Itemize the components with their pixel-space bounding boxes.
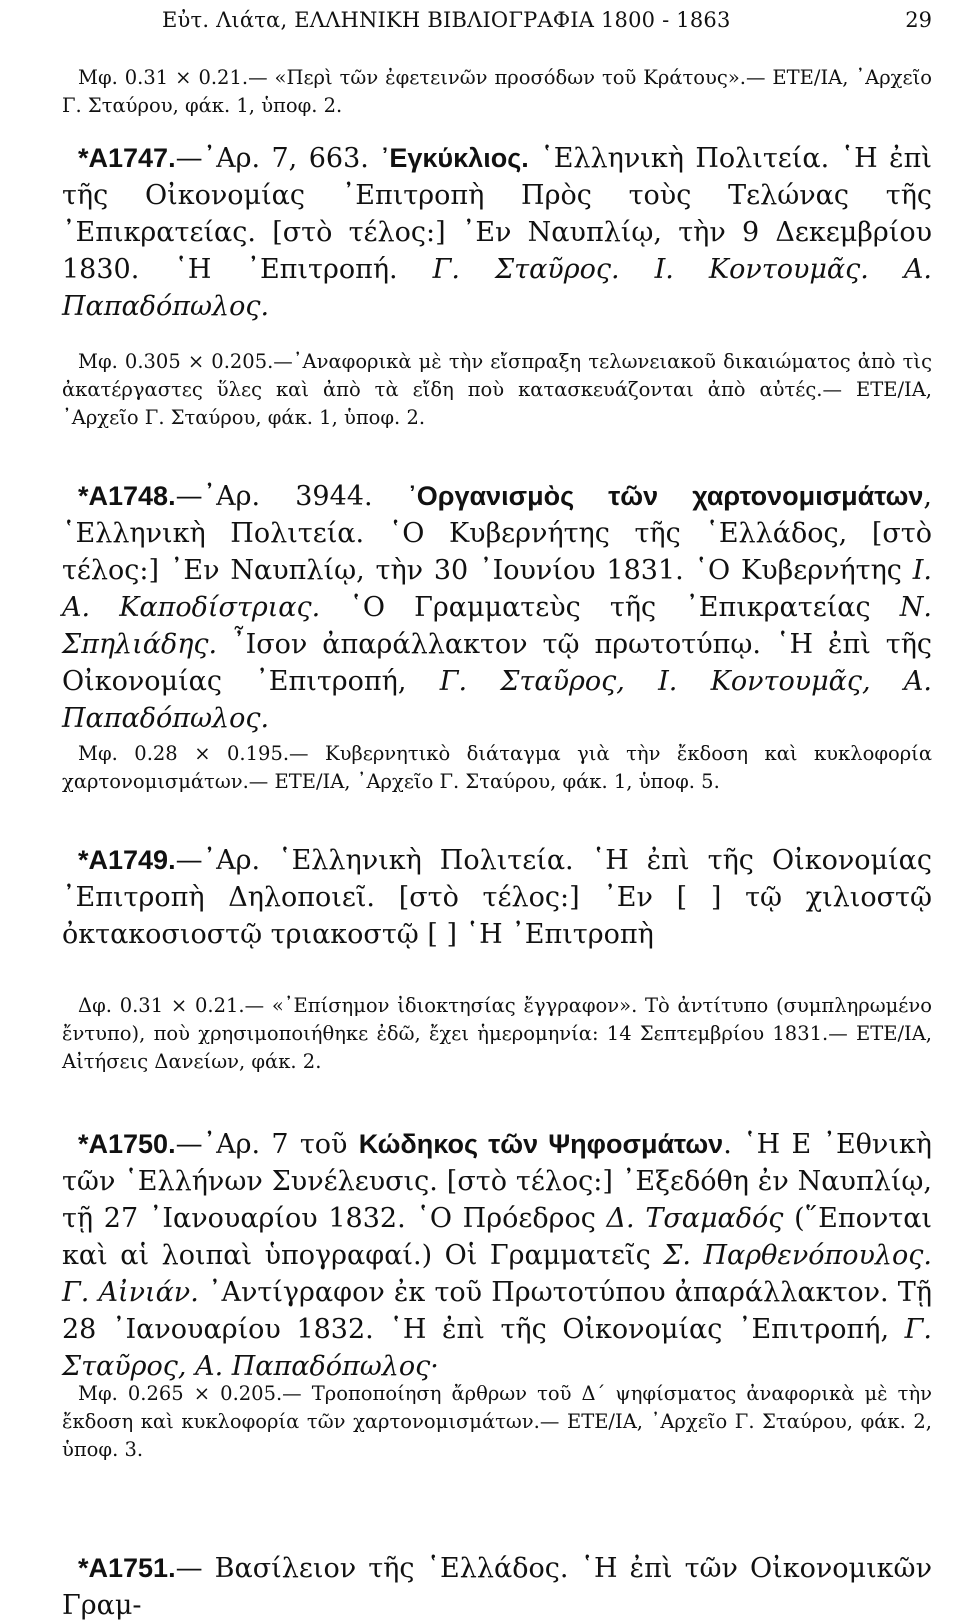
page-number: 29	[905, 8, 932, 32]
entry-text: —᾿Αρ. 7, 663.	[175, 143, 381, 174]
entry-heading: Κώδηκος τῶν Ψηφοσμάτων	[358, 1129, 724, 1159]
entry-number: *Α1747.	[78, 143, 176, 173]
entry-number: *Α1749.	[78, 845, 176, 875]
entry-text: . ῾Η Ε ᾿Εθνικὴ τῶν ῾Ελλήνων Συνέλευσις. [στὸ τέλος:] ᾿Εξεδόθη ἐν Ναυπλίῳ, τῇ 27 ᾿Ιανουαρίου 1832. ῾Ο Πρόεδρος	[62, 1129, 932, 1234]
entry-text: — Βασίλειον τῆς ῾Ελλάδος. ῾Η ἐπὶ τῶν Οἰκονομικῶν Γραμ-	[62, 1553, 932, 1621]
entry-signatory: Ι. Α. Καποδίστριας.	[62, 555, 932, 623]
entry-a1750	[62, 1126, 932, 1385]
entry-text: (῞Επονται καὶ αἱ λοιπαὶ ὑπογραφαί.) Οἱ Γραμματεῖς	[62, 1203, 933, 1271]
entry-signatory: Δ. Τσαμαδός	[606, 1203, 784, 1234]
entry-text: ᾿Αντίγραφον ἐκ τοῦ Πρωτοτύπου ἀπαράλλακτον. Τῇ 28 ᾿Ιανουαρίου 1832. ῾Η ἐπὶ τῆς Οἰκονομίας ᾿Επιτροπή,	[62, 1277, 932, 1345]
entry-signatories: Σ. Παρθενόπουλος. Γ. Αἰνιάν.	[62, 1240, 933, 1308]
entry-a1747-note: Μφ. 0.305 × 0.205.—᾿Αναφορικὰ μὲ τὴν εἴσπραξη τελωνειακοῦ δικαιώματος ἀπὸ τὶς ἀκατέργαστες ὕλες καὶ ἀπὸ τὰ εἴδη ποὺ κατασκευάζονται ἀπὸ αὐτές.— ΕΤΕ/ΙΑ, ᾿Αρχεῖο Γ. Σταύρου, φάκ. 1, ὑποφ. 2.	[62, 350, 932, 429]
entry-a1749	[62, 842, 932, 953]
entry-signatories: Γ. Σταῦρος. Ι. Κοντουμᾶς. Α. Παπαδόπωλος.	[62, 254, 932, 322]
entry-a1748	[62, 478, 932, 737]
entry-heading: ᾿Εγκύκλιος.	[380, 143, 529, 173]
entry-text: ῏Ισον ἀπαράλλακτον τῷ πρωτοτύπῳ. ῾Η ἐπὶ τῆς Οἰκονομίας ᾿Επιτροπή,	[62, 629, 932, 697]
entry-text: —᾿Αρ. ῾Ελληνικὴ Πολιτεία. ῾Η ἐπὶ τῆς Οἰκονομίας ᾿Επιτροπὴ Δηλοποιεῖ. [στὸ τέλος:] ᾿Εν [ ] τῷ χιλιοστῷ ὀκτακοσιοστῷ τριακοστῷ [ ] ῾Η ᾿Επιτροπὴ	[62, 845, 932, 950]
entry-a1751	[62, 1550, 932, 1624]
entry-text: —᾿Αρ. 3944.	[175, 481, 408, 512]
entry-signatories: Γ. Σταῦρος, Ι. Κοντουμᾶς, Α. Παπαδόπωλος.	[62, 666, 932, 734]
entry-number: *Α1751.	[78, 1553, 176, 1583]
entry-a1747	[62, 140, 932, 325]
entry-signatories: Γ. Σταῦρος, Α. Παπαδόπωλος·	[62, 1314, 932, 1382]
running-header	[62, 8, 932, 36]
entry-a1748-note: Μφ. 0.28 × 0.195.— Κυβερνητικὸ διάταγμα γιὰ τὴν ἔκδοση καὶ κυκλοφορία χαρτονομισμάτων.— ΕΤΕ/ΙΑ, ᾿Αρχεῖο Γ. Σταύρου, φάκ. 1, ὑποφ. 5.	[62, 742, 932, 793]
entry-text: —᾿Αρ. 7 τοῦ	[175, 1129, 359, 1160]
entry-a1750-note: Μφ. 0.265 × 0.205.— Τροποποίηση ἄρθρων τοῦ Δ΄ ψηφίσματος ἀναφορικὰ μὲ τὴν ἔκδοση καὶ κυκλοφορία τῶν χαρτονομισμάτων.— ΕΤΕ/ΙΑ, ᾿Αρχεῖο Γ. Σταύρου, φάκ. 2, ὑποφ. 3.	[62, 1382, 932, 1461]
entry-text: ῾Ελληνικὴ Πολιτεία. ῾Η ἐπὶ τῆς Οἰκονομίας ᾿Επιτροπὴ Πρὸς τοὺς Τελώνας τῆς ᾿Επικρατείας. [στὸ τέλος:] ᾿Εν Ναυπλίῳ, τὴν 9 Δεκεμβρίου 1830. ῾Η ᾿Επιτροπή.	[62, 143, 932, 285]
entry-number: *Α1750.	[78, 1129, 176, 1159]
entry-heading: ᾿Οργανισμὸς τῶν χαρτονομισμάτων	[407, 481, 924, 511]
entry-signatory: Ν. Σπηλιάδης.	[62, 592, 932, 660]
prev-entry-note: Μφ. 0.31 × 0.21.— «Περὶ τῶν ἐφετεινῶν προσόδων τοῦ Κράτους».— ΕΤΕ/ΙΑ, ᾿Αρχεῖο Γ. Σταύρου, φάκ. 1, ὑποφ. 2.	[62, 66, 932, 117]
entry-a1749-note: Δφ. 0.31 × 0.21.— «᾿Επίσημον ἰδιοκτησίας ἔγγραφον». Τὸ ἀντίτυπο (συμπληρωμένο ἔντυπο), ποὺ χρησιμοποιήθηκε ἐδῶ, ἔχει ἡμερομηνία: 14 Σεπτεμβρίου 1831.— ΕΤΕ/ΙΑ, Αἰτήσεις Δανείων, φάκ. 2.	[62, 994, 932, 1073]
running-title: Εὐτ. Λιάτα, ΕΛΛΗΝΙΚΗ ΒΙΒΛΙΟΓΡΑΦΙΑ 1800 - 1863	[162, 8, 731, 32]
entry-text: ῾Ο Γραμματεὺς τῆς ᾿Επικρατείας	[320, 592, 900, 623]
entry-text: , ῾Ελληνικὴ Πολιτεία. ῾Ο Κυβερνήτης τῆς ῾Ελλάδος, [στὸ τέλος:] ᾿Εν Ναυπλίῳ, τὴν 30 ᾿Ιουνίου 1831. ῾Ο Κυβερνήτης	[62, 481, 932, 586]
entry-number: *Α1748.	[78, 481, 176, 511]
